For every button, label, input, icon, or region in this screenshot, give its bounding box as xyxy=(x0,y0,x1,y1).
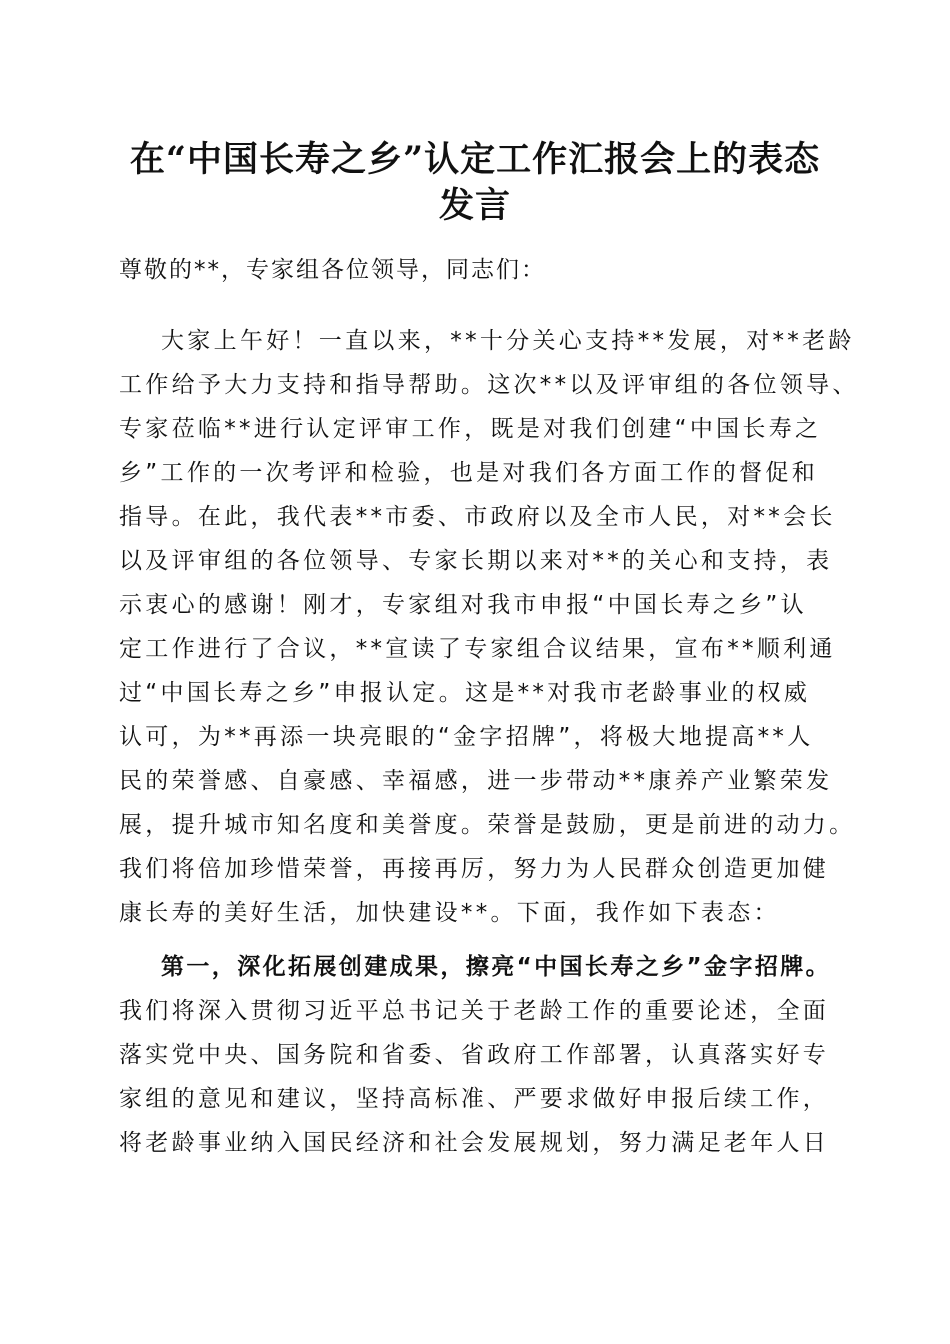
paragraph-line: 认可，为**再添一块亮眼的“金字招牌”，将极大地提高**人 xyxy=(119,724,814,750)
paragraph-line: 过“中国长寿之乡”申报认定。这是**对我市老龄事业的权威 xyxy=(119,680,811,706)
paragraph-line: 将老龄事业纳入国民经济和社会发展规划，努力满足老年人日 xyxy=(119,1130,830,1156)
paragraph-line: 工作给予大力支持和指导帮助。这次**以及评审组的各位领导、 xyxy=(119,372,859,398)
paragraph-line: 家组的意见和建议，坚持高标准、严要求做好申报后续工作， xyxy=(119,1086,830,1112)
paragraph-line: 专家莅临**进行认定评审工作，既是对我们创建“中国长寿之 xyxy=(119,416,822,442)
paragraph-line: 乡”工作的一次考评和检验，也是对我们各方面工作的督促和 xyxy=(119,460,819,486)
paragraph-line: 大家上午好！一直以来，**十分关心支持**发展，对**老龄 xyxy=(161,328,855,354)
document-title-line-2: 发言 xyxy=(438,185,511,226)
document-title-line-1: 在“中国长寿之乡”认定工作汇报会上的表态 xyxy=(129,139,821,180)
paragraph-line: 我们将倍加珍惜荣誉，再接再厉，努力为人民群众创造更加健 xyxy=(119,856,830,882)
paragraph-line: 民的荣誉感、自豪感、幸福感，进一步带动**康养产业繁荣发 xyxy=(119,768,833,794)
paragraph-line: 定工作进行了合议，**宣读了专家组合议结果，宣布**顺利通 xyxy=(119,636,836,662)
section-heading: 第一，深化拓展创建成果，擦亮“中国长寿之乡”金字招牌。 xyxy=(161,954,832,980)
paragraph-line: 展，提升城市知名度和美誉度。荣誉是鼓励，更是前进的动力。 xyxy=(119,812,856,838)
paragraph-line: 康长寿的美好生活，加快建设**。下面，我作如下表态： xyxy=(119,900,780,926)
paragraph-line: 指导。在此，我代表**市委、市政府以及全市人民，对**会长 xyxy=(119,504,836,530)
paragraph-line: 我们将深入贯彻习近平总书记关于老龄工作的重要论述，全面 xyxy=(119,998,830,1024)
paragraph-line: 落实党中央、国务院和省委、省政府工作部署，认真落实好专 xyxy=(119,1042,830,1068)
paragraph-line: 示衷心的感谢！刚才，专家组对我市申报“中国长寿之乡”认 xyxy=(119,592,807,618)
paragraph-line: 以及评审组的各位领导、专家长期以来对**的关心和支持，表 xyxy=(119,548,833,574)
salutation: 尊敬的**，专家组各位领导，同志们： xyxy=(119,257,546,283)
